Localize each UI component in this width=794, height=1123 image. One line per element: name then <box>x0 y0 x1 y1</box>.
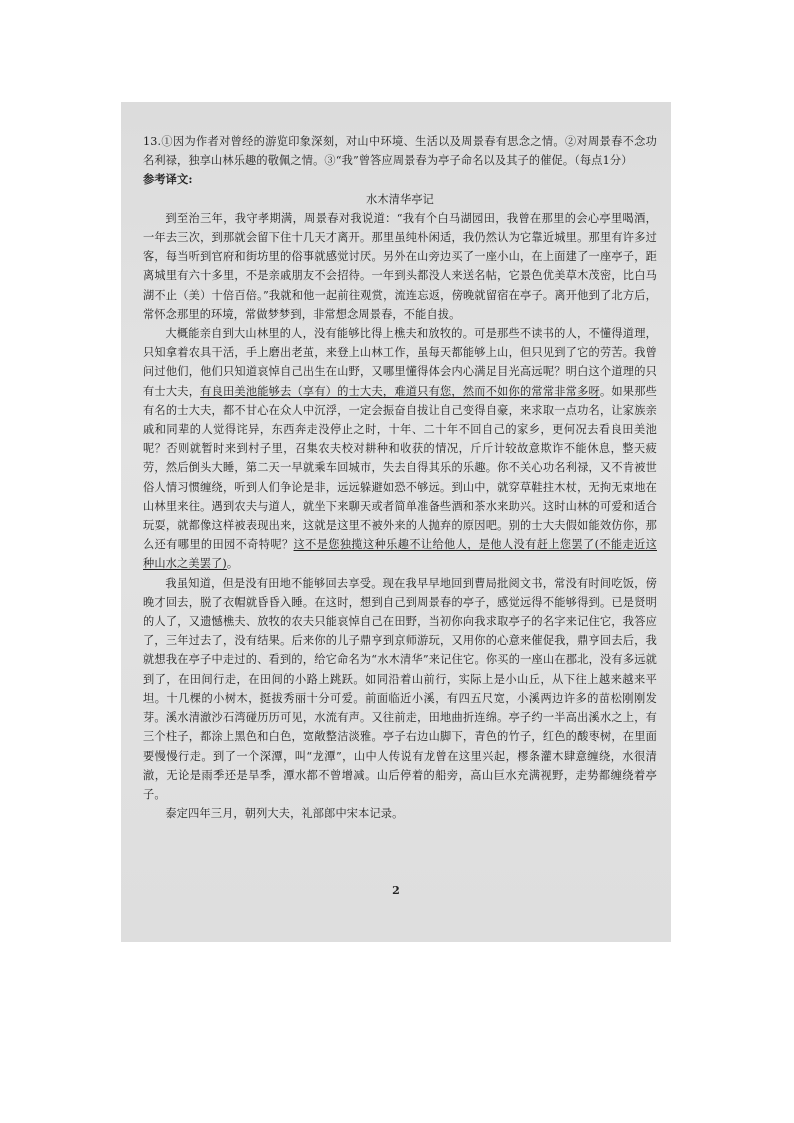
paragraph-2-text-b: 。如果那些有名的士大夫，都不甘心在众人中沉浮，一定会振奋自拔让自己变得自豪，来求取一点功名，让家族亲戚和同辈的人觉得诧异，东西奔走没停止之时，十年、二十年不回自己的家乡，更何况去看良田美池呢？否则就暂时来到村子里，召集农夫校对耕种和收获的情况，斤斤计较故意欺诈不能休息，整天疲劳，然后倒头大睡，第二天一早就乘车回城市，失去自得其乐的乐趣。你不关心功名利禄，又不肯被世俗人情习惯缠绕，听到人们争论是非，远远躲避如恐不够远。到山中，就穿草鞋拄木杖，无拘无束地在山林里来往。遇到农夫与道人，就坐下来聊天或者简单准备些酒和茶水来助兴。这时山林的可爱和适合玩耍，就都像这样被表现出来，这就是这里不被外来的人抛弃的原因吧。别的士大夫假如能效仿你，那么还有哪里的田园不奇特呢？ <box>143 384 657 552</box>
scanned-page <box>121 102 671 942</box>
reference-heading: 参考译文: <box>143 172 193 187</box>
page-number: 2 <box>392 884 400 897</box>
page-content <box>143 132 657 823</box>
answer-13: 13.①因为作者对曾经的游览印象深刻，对山中环境、生活以及周景春有思念之情。②对周景春不念功名利禄，独享山林乐趣的敬佩之情。③“我”曾答应周景春为亭子命名以及其子的催促。（每点1分） <box>143 135 657 168</box>
paragraph-2 <box>143 324 657 574</box>
underlined-sentence-2: 这不是您独揽这种乐趣不让给他人，是他人没有赶上您罢了(不能走近这种山水之美罢了) <box>143 538 657 571</box>
paragraph-1: 到至治三年，我守孝期满，周景春对我说道：“我有个白马湖园田，我曾在那里的会心亭里喝酒，一年去三次，到那就会留下住十几天才离开。那里虽纯朴闲适，我仍然认为它靠近城里。那里有许多过客，每当听到官府和街坊里的俗事就感觉讨厌。另外在山旁边买了一座小山，在上面建了一座亭子，距离城里有六十多里，不是亲戚朋友不会招待。一年到头都没人来送名帖，它景色优美草木茂密，比白马湖不止（美）十倍百倍。”我就和他一起前往观赏，流连忘返，傍晚就留宿在亭子。离开他到了北方后，常怀念那里的环境，常做梦梦到，非常想念周景春，不能自拔。 <box>143 211 657 321</box>
essay-title: 水木清华亭记 <box>365 192 435 206</box>
paragraph-4: 泰定四年三月，朝列大夫，礼部郎中宋本记录。 <box>165 807 404 821</box>
paragraph-3: 我虽知道，但是没有田地不能够回去享受。现在我早早地回到曹局批阅文书，常没有时间吃饭，傍晚才回去，脱了衣帽就昏昏入睡。在这时，想到自己到周景春的亭子，感觉远得不能够得到。已是贤明的人了，又遗憾樵夫、放牧的农夫只能哀悼自己在田野，当初你向我求取亭子的名字来记住它，我答应了，三年过去了，没有结果。后来你的儿子鼎亨到京师游玩，又用你的心意来催促我，鼎亨回去后，我就想我在亭子中走过的、看到的，给它命名为“水木清华”来记住它。你买的一座山在郡北，没有多远就到了，在田间行走，在田间的小路上跳跃。如同沿着山前行，实际上是小山丘，从下往上越来越来平坦。十几棵的小树木，挺拔秀丽十分可爱。前面临近小溪，有四五尺宽，小溪两边许多的苗松刚刚发芽。溪水清澈沙石湾碰历历可见，水流有声。又往前走，田地曲折连绵。亭子约一半高出溪水之上，有三个柱子，都涂上黑色和白色，宽敞整洁淡雅。亭子右边山脚下，青色的竹子，红色的酸枣树，在里面要慢慢行走。到了一个深潭，叫“龙潭”，山中人传说有龙曾在这里兴起，樛条灌木肆意缠绕，水很清澈，无论是雨季还是旱季，潭水都不曾增减。山后停着的船旁，高山巨水充满视野，走势都缠绕着亭子。 <box>143 576 657 801</box>
paragraph-2-text-c: 。 <box>226 557 239 571</box>
underlined-sentence-1: 有良田美池能够去（享有）的士大夫，难道只有您，然而不如你的常常非常多呀 <box>200 384 600 398</box>
paragraph-2-text-a: 大概能亲自到大山林里的人，没有能够比得上樵夫和放牧的。可是那些不读书的人，不懂得道理，只知拿着农具干活，手上磨出老茧，来登上山林工作，虽每天都能够上山，但只见到了它的劳苦。我曾问过他们，他们只知道哀悼自己出生在山野，又哪里懂得体会内心满足目光高远呢？明白这个道理的只有士大夫， <box>143 327 657 398</box>
